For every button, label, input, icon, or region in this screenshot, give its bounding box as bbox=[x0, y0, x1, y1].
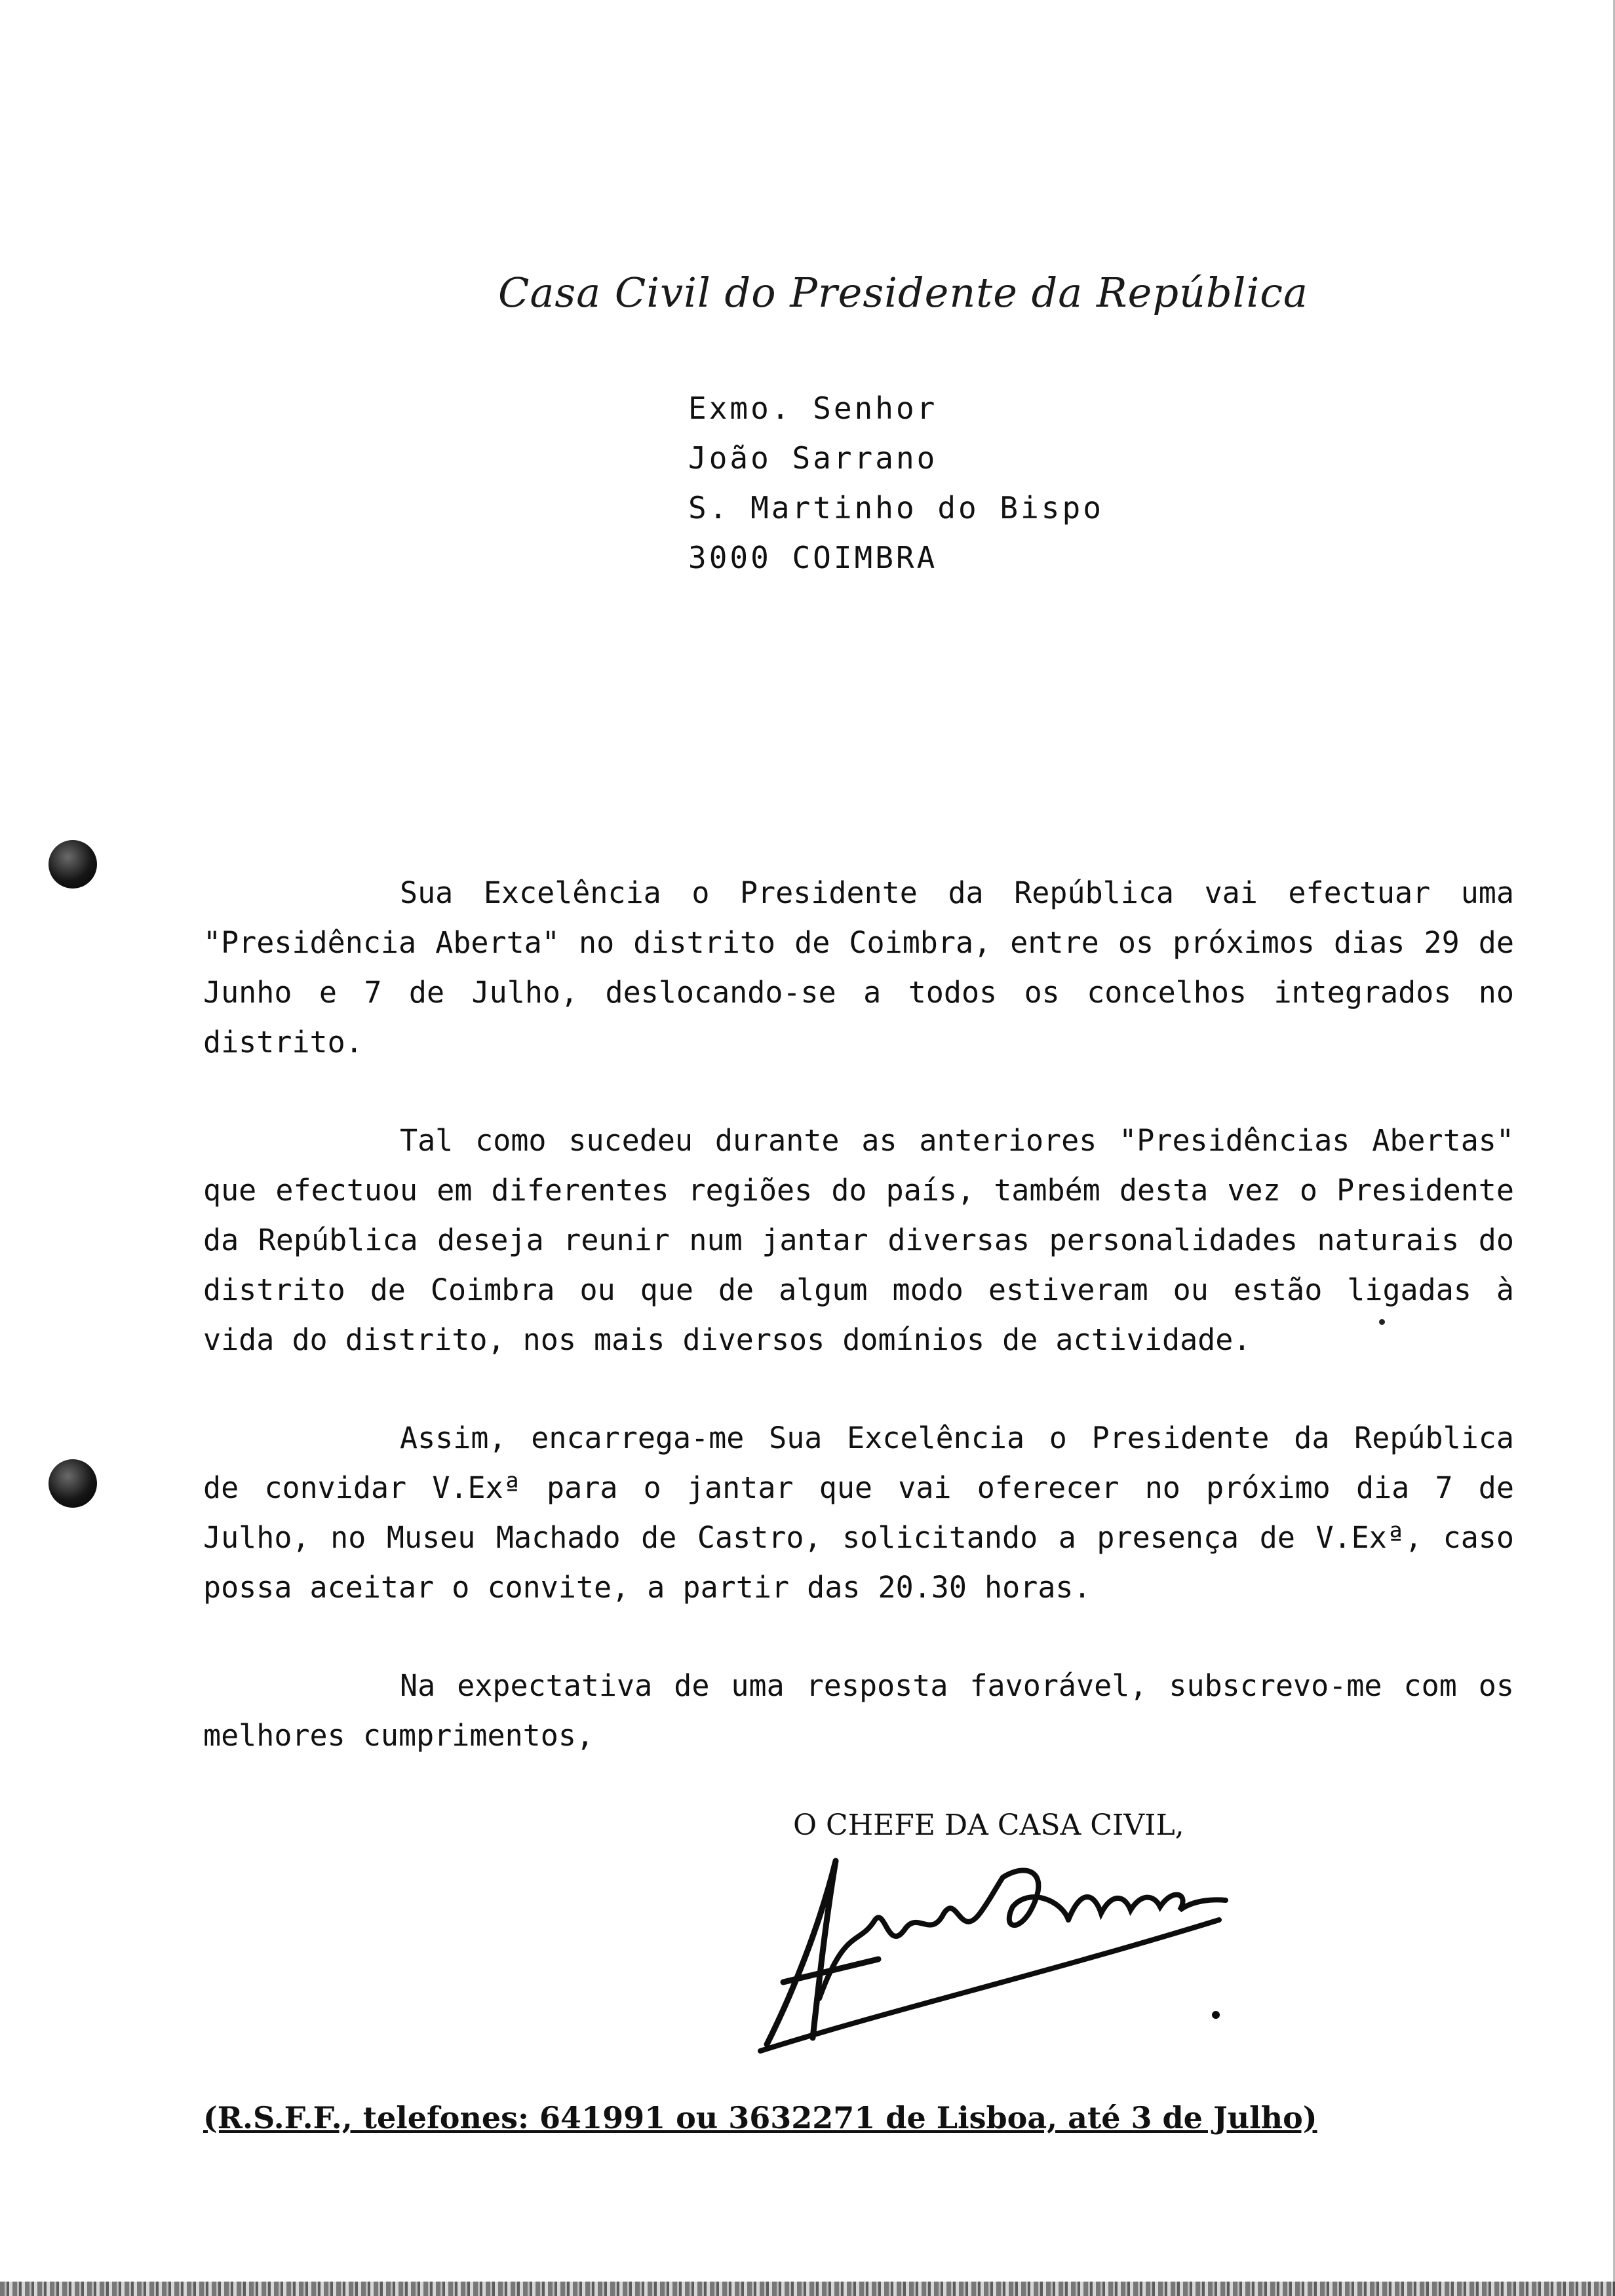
recipient-line: Exmo. Senhor bbox=[688, 391, 938, 426]
footer-note: (R.S.F.F., telefones: 641991 ou 3632271 de Lisboa, até 3 de Julho) bbox=[203, 2100, 1317, 2135]
signature bbox=[721, 1848, 1245, 2057]
recipient-line: S. Martinho do Bispo bbox=[688, 490, 1104, 526]
body-paragraph: Sua Excelência o Presidente da República vai efectuar uma "Presidência Aberta" no distrito de Coimbra, entre os próximos dias 29 de Junho e 7 de Julho, deslocando-se a todos os concelhos integrados no distrito. bbox=[203, 875, 1514, 1060]
closing-title: O CHEFE DA CASA CIVIL, bbox=[793, 1808, 1184, 1842]
letter-body bbox=[203, 868, 1514, 1809]
punch-hole bbox=[49, 840, 97, 889]
body-paragraph: Assim, encarrega-me Sua Excelência o Presidente da República de convidar V.Exª para o jantar que vai oferecer no próximo dia 7 de Julho, no Museu Machado de Castro, solicitando a presença de V.Exª, caso possa aceitar o convite, a partir das 20.30 horas. bbox=[203, 1421, 1514, 1605]
scan-artifact bbox=[0, 2282, 1615, 2296]
body-paragraph: Na expectativa de uma resposta favorável, subscrevo-me com os melhores cumprimentos, bbox=[203, 1668, 1514, 1753]
recipient-line: 3000 COIMBRA bbox=[688, 540, 938, 575]
recipient-line: João Sarrano bbox=[688, 440, 938, 476]
speck bbox=[1379, 1319, 1385, 1325]
letterhead: Casa Civil do Presidente da República bbox=[498, 269, 1308, 316]
body-paragraph: Tal como sucedeu durante as anteriores "Presidências Abertas" que efectuou em diferentes regiões do país, também desta vez o Presidente da República deseja reunir num jantar diversas personalidades naturais do distrito de Coimbra ou que de algum modo estiveram ou estão ligadas à vida do distrito, nos mais diversos domínios de actividade. bbox=[203, 1123, 1514, 1357]
recipient-address bbox=[688, 383, 1104, 583]
punch-hole bbox=[49, 1459, 97, 1508]
